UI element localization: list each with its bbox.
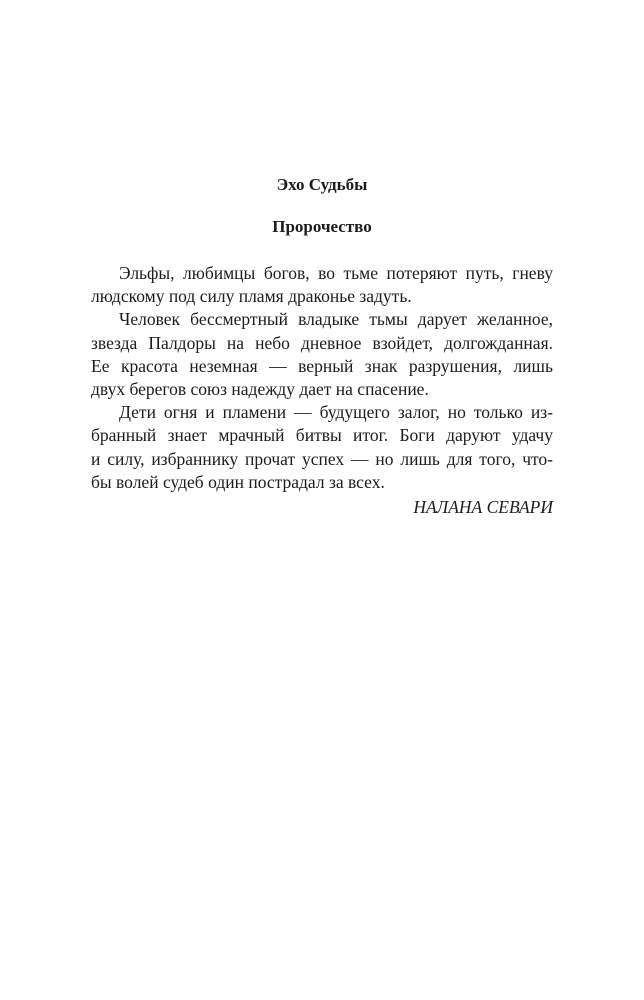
- text-line: Эльфы, любимцы богов, во тьме потеряют путь, гневу: [119, 263, 553, 283]
- text-line: Дети огня и пламени — будущего залог, но только из-: [119, 402, 553, 423]
- text-line: и силу, избраннику прочат успех — но лишь для того, что-: [91, 448, 553, 469]
- text-line: звезда Палдоры на небо дневное взойдет, долгожданная.: [91, 332, 553, 353]
- stanza-3: [91, 401, 553, 494]
- book-page: [91, 0, 553, 1000]
- text-line: бранный знает мрачный битвы итог. Боги даруют удачу: [91, 425, 553, 446]
- author-signature: НАЛАНА СЕВАРИ: [413, 497, 553, 518]
- text-line: бы волей судеб один пострадал за всех.: [91, 471, 385, 492]
- text-line: двух берегов союз надежду дает на спасение.: [91, 379, 429, 400]
- text-line: людскому под силу пламя драконье задуть.: [91, 286, 412, 307]
- stanza-1: [91, 262, 553, 308]
- text-line: Человек бессмертный владыке тьмы дарует желанное,: [119, 309, 553, 330]
- prophecy-text: [91, 262, 553, 519]
- text-line: Ее красота неземная — верный знак разрушения, лишь: [91, 355, 553, 376]
- series-title: Эхо Судьбы: [276, 175, 368, 194]
- chapter-title: Пророчество: [272, 217, 372, 236]
- stanza-2: [91, 308, 553, 401]
